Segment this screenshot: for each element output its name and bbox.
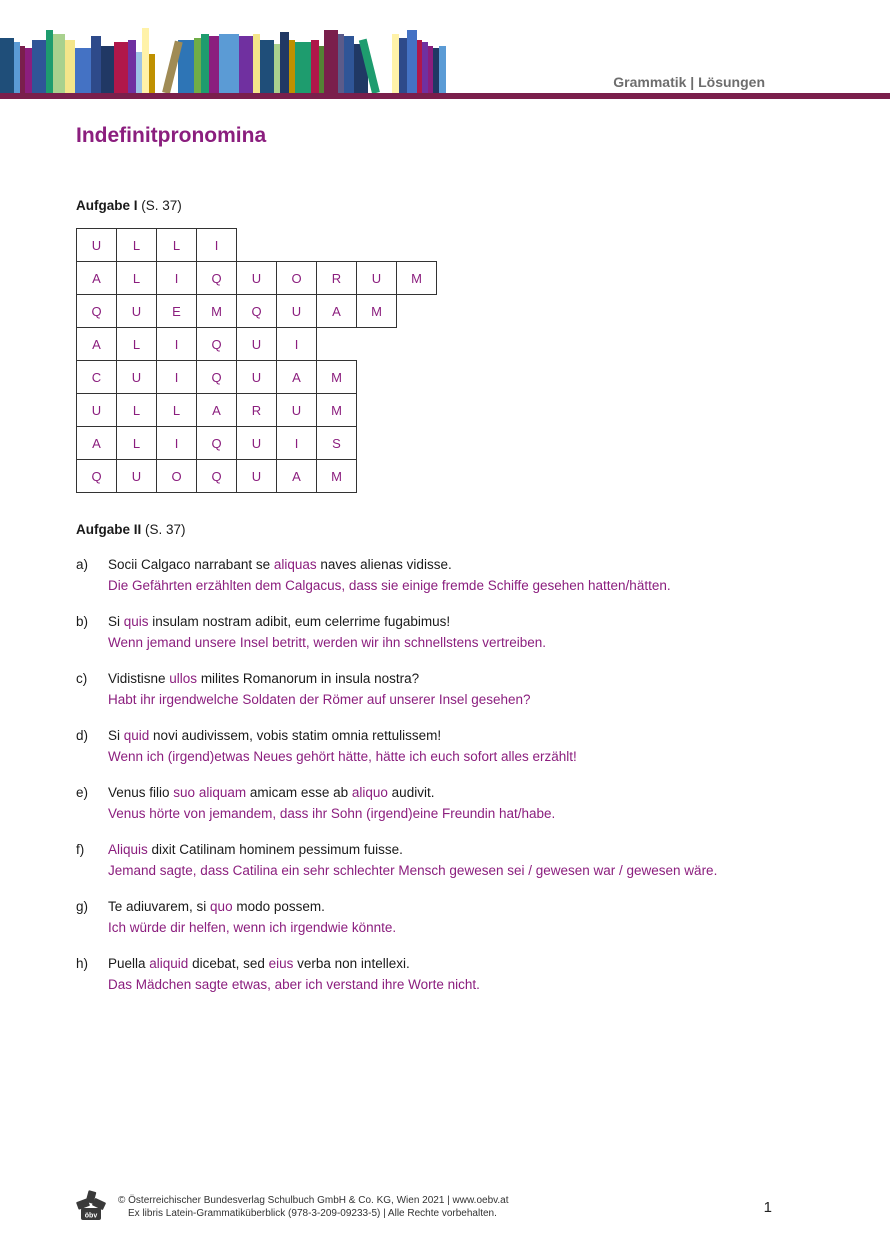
grid-cell: L: [156, 228, 197, 262]
book-spine: [20, 46, 25, 93]
latin-sentence: [108, 782, 555, 803]
task2-page: (S. 37): [145, 522, 186, 537]
grid-cell: M: [316, 459, 357, 493]
sentence-text: Puella: [108, 956, 150, 971]
latin-sentence: [108, 668, 531, 689]
book-spine: [311, 40, 319, 93]
sentence-text: naves alienas vidisse.: [316, 557, 452, 572]
grid-row: [76, 393, 436, 426]
grid-cell: L: [116, 393, 157, 427]
book-spine: [142, 28, 149, 93]
sentence-label: b): [76, 614, 89, 629]
grid-cell: U: [276, 294, 317, 328]
grid-cell: I: [276, 426, 317, 460]
book-spine: [392, 34, 399, 93]
book-spine: [433, 48, 439, 93]
latin-sentence: [108, 554, 671, 575]
book-spine: [260, 40, 274, 93]
pronoun-highlight: suo aliquam: [173, 785, 247, 800]
book-spine: [53, 34, 65, 93]
book-spine: [128, 40, 136, 93]
task2-heading: [76, 522, 186, 537]
book-spine: [417, 40, 422, 93]
book-spine: [439, 46, 446, 93]
latin-sentence: [108, 953, 480, 974]
latin-sentence: [108, 725, 577, 746]
grid-cell: I: [156, 261, 197, 295]
grid-cell: Q: [76, 459, 117, 493]
sentence-label: a): [76, 557, 89, 572]
grid-cell: M: [356, 294, 397, 328]
grid-cell: U: [76, 393, 117, 427]
oebv-logo-text: öbv: [84, 1212, 98, 1220]
grid-cell: I: [276, 327, 317, 361]
sentence-text: Venus filio: [108, 785, 174, 800]
pronoun-highlight: aliquas: [273, 557, 317, 572]
book-spine: [149, 54, 155, 93]
grid-cell: L: [116, 261, 157, 295]
book-spine: [91, 36, 101, 93]
grid-cell: I: [156, 327, 197, 361]
grid-cell: U: [116, 459, 157, 493]
book-spine: [136, 52, 142, 93]
grid-row: [76, 327, 436, 360]
sentence-label: f): [76, 842, 85, 857]
german-translation: Venus hörte von jemandem, dass ihr Sohn (irgend)eine Freundin hat/habe.: [108, 806, 556, 821]
german-translation: Das Mädchen sagte etwas, aber ich verstand ihre Worte nicht.: [108, 977, 480, 992]
book-spine: [32, 40, 46, 93]
book-spine: [399, 38, 407, 93]
grid-cell: L: [116, 426, 157, 460]
header-rule: [0, 93, 890, 99]
sentence-text: dicebat, sed: [188, 956, 269, 971]
grid-cell: U: [236, 327, 277, 361]
book-spine: [274, 44, 280, 93]
grid-cell: M: [316, 360, 357, 394]
footer-line1: © Österreichischer Bundesverlag Schulbuch GmbH & Co. KG, Wien 2021 | www.oebv.at: [118, 1195, 509, 1206]
book-spine: [201, 34, 209, 93]
book-spine: [239, 36, 253, 93]
pronoun-highlight: aliquid: [149, 956, 189, 971]
sentence-text: modo possem.: [232, 899, 325, 914]
sentence-item: [76, 782, 836, 824]
sentence-label: g): [76, 899, 89, 914]
page-title: Indefinitpronomina: [76, 124, 267, 147]
book-spine: [14, 42, 20, 93]
grid-cell: Q: [196, 459, 237, 493]
german-translation: Habt ihr irgendwelche Soldaten der Römer auf unserer Insel gesehen?: [108, 692, 531, 707]
oebv-logo: [76, 1190, 106, 1222]
grid-cell: U: [116, 360, 157, 394]
grid-cell: R: [236, 393, 277, 427]
book-spine: [428, 46, 433, 93]
grid-cell: Q: [236, 294, 277, 328]
book-spine: [25, 48, 32, 93]
grid-row: [76, 459, 436, 492]
book-spine: [46, 30, 53, 93]
task1-heading: [76, 198, 182, 213]
pronoun-highlight: eius: [268, 956, 294, 971]
grid-cell: O: [276, 261, 317, 295]
sentence-item: [76, 554, 836, 596]
bookshelf-banner: [0, 0, 450, 96]
latin-sentence: [108, 839, 717, 860]
grid-cell: A: [76, 261, 117, 295]
book-spine: [344, 36, 354, 93]
pronoun-highlight: quid: [123, 728, 150, 743]
book-spine: [407, 30, 417, 93]
sentence-item: [76, 953, 836, 995]
grid-cell: Q: [196, 360, 237, 394]
grid-row: [76, 261, 436, 294]
pronoun-highlight: aliquo: [351, 785, 388, 800]
book-spine: [194, 38, 201, 93]
sentence-text: Socii Calgaco narrabant se: [108, 557, 274, 572]
grid-cell: M: [316, 393, 357, 427]
pronoun-highlight: Aliquis: [108, 842, 148, 857]
german-translation: Wenn jemand unsere Insel betritt, werden wir ihn schnellstens vertreiben.: [108, 635, 546, 650]
grid-cell: S: [316, 426, 357, 460]
grid-cell: U: [356, 261, 397, 295]
sentence-item: [76, 611, 836, 653]
book-spine: [75, 48, 91, 93]
book-spine: [65, 40, 75, 93]
grid-cell: A: [276, 360, 317, 394]
book-spine: [324, 30, 338, 93]
grid-cell: L: [116, 228, 157, 262]
grid-cell: L: [116, 327, 157, 361]
sentence-text: insulam nostram adibit, eum celerrime fugabimus!: [148, 614, 451, 629]
sentence-label: c): [76, 671, 88, 686]
footer-line2: Ex libris Latein-Grammatiküberblick (978-3-209-09233-5) | Alle Rechte vorbehalten.: [128, 1208, 497, 1219]
grid-cell: M: [196, 294, 237, 328]
grid-cell: E: [156, 294, 197, 328]
grid-cell: R: [316, 261, 357, 295]
grid-cell: U: [236, 426, 277, 460]
book-spine: [253, 34, 260, 93]
latin-sentence: [108, 896, 396, 917]
grid-cell: U: [276, 393, 317, 427]
grid-cell: Q: [196, 327, 237, 361]
grid-cell: U: [116, 294, 157, 328]
grid-cell: A: [76, 327, 117, 361]
german-translation: Jemand sagte, dass Catilina ein sehr schlechter Mensch gewesen sei / gewesen war / gewesen wäre.: [108, 863, 718, 878]
latin-sentence: [108, 611, 546, 632]
grid-row: [76, 294, 436, 327]
sentence-item: [76, 725, 836, 767]
grid-cell: I: [196, 228, 237, 262]
task2-label: Aufgabe II: [76, 522, 142, 537]
pronoun-highlight: quis: [123, 614, 149, 629]
word-grid: [76, 228, 436, 492]
book-spine: [209, 36, 219, 93]
book-spine: [101, 46, 114, 93]
book-spine: [319, 46, 324, 93]
pronoun-highlight: quo: [210, 899, 233, 914]
grid-cell: O: [156, 459, 197, 493]
sentence-item: [76, 839, 836, 881]
page-number: 1: [763, 1199, 772, 1216]
header-section: Grammatik | Lösungen: [613, 74, 765, 90]
sentence-text: Vidistisne: [108, 671, 170, 686]
book-spine: [280, 32, 289, 93]
book-spine: [422, 42, 428, 93]
grid-cell: Q: [76, 294, 117, 328]
grid-cell: U: [76, 228, 117, 262]
grid-cell: L: [156, 393, 197, 427]
book-spine: [219, 34, 239, 93]
grid-cell: U: [236, 261, 277, 295]
grid-row: [76, 426, 436, 459]
grid-cell: I: [156, 360, 197, 394]
book-spine: [295, 42, 311, 93]
sentence-label: e): [76, 785, 89, 800]
sentence-item: [76, 668, 836, 710]
book-spine: [338, 34, 344, 93]
pronoun-highlight: ullos: [169, 671, 198, 686]
grid-cell: U: [236, 459, 277, 493]
sentence-text: Te adiuvarem, si: [108, 899, 211, 914]
grid-cell: A: [276, 459, 317, 493]
sentence-text: verba non intellexi.: [293, 956, 410, 971]
grid-cell: I: [156, 426, 197, 460]
grid-cell: C: [76, 360, 117, 394]
grid-cell: Q: [196, 426, 237, 460]
grid-row: [76, 360, 436, 393]
sentence-list: [76, 554, 836, 1010]
german-translation: Die Gefährten erzählten dem Calgacus, dass sie einige fremde Schiffe gesehen hatten/hätten.: [108, 578, 671, 593]
sentence-text: novi audivissem, vobis statim omnia rettulissem!: [149, 728, 442, 743]
sentence-label: h): [76, 956, 89, 971]
grid-cell: U: [236, 360, 277, 394]
sentence-text: Si: [108, 614, 124, 629]
sentence-label: d): [76, 728, 89, 743]
sentence-text: dixit Catilinam hominem pessimum fuisse.: [147, 842, 403, 857]
grid-cell: A: [196, 393, 237, 427]
grid-cell: M: [396, 261, 437, 295]
german-translation: Ich würde dir helfen, wenn ich irgendwie könnte.: [108, 920, 397, 935]
book-spine: [289, 40, 295, 93]
grid-cell: Q: [196, 261, 237, 295]
german-translation: Wenn ich (irgend)etwas Neues gehört hätte, hätte ich euch sofort alles erzählt!: [108, 749, 577, 764]
book-spine: [114, 42, 128, 93]
grid-cell: A: [76, 426, 117, 460]
task1-page: (S. 37): [141, 198, 182, 213]
book-spine: [0, 38, 14, 93]
sentence-text: Si: [108, 728, 124, 743]
sentence-item: [76, 896, 836, 938]
grid-row: [76, 228, 436, 261]
footer-copyright: [118, 1194, 509, 1220]
sentence-text: milites Romanorum in insula nostra?: [197, 671, 420, 686]
task1-label: Aufgabe I: [76, 198, 138, 213]
sentence-text: amicam esse ab: [246, 785, 352, 800]
grid-cell: A: [316, 294, 357, 328]
sentence-text: audivit.: [387, 785, 435, 800]
